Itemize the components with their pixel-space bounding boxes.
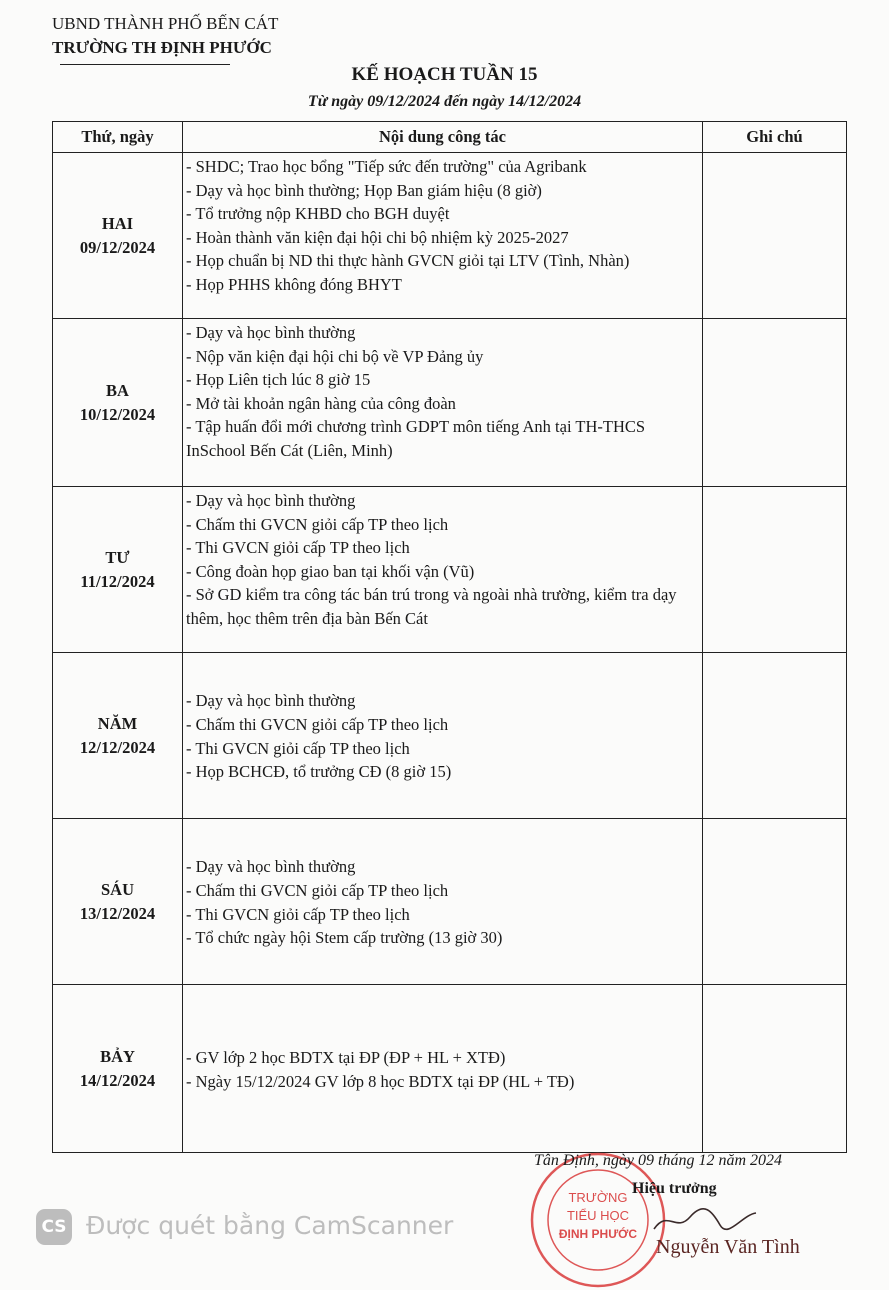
weekly-plan-table	[52, 121, 847, 1153]
list-item: - Chấm thi GVCN giỏi cấp TP theo lịch	[186, 514, 449, 534]
day-name: NĂM	[97, 713, 138, 733]
day-date: 10/12/2024	[79, 404, 156, 424]
day-date: 12/12/2024	[79, 737, 156, 757]
day-cell	[53, 319, 183, 487]
list-item: - Họp BCHCĐ, tổ trưởng CĐ (8 giờ 15)	[186, 762, 452, 782]
table-row	[53, 819, 847, 985]
list-item: - Thi GVCN giỏi cấp TP theo lịch	[186, 738, 410, 758]
content-cell	[183, 985, 703, 1153]
page-title: KẾ HOẠCH TUẦN 15	[351, 64, 538, 85]
place-and-date: Tân Định, ngày 09 tháng 12 năm 2024	[534, 1152, 782, 1169]
signer-position: Hiệu trưởng	[632, 1180, 717, 1197]
list-item: - Dạy và học bình thường	[186, 857, 356, 877]
list-item: - Thi GVCN giỏi cấp TP theo lịch	[186, 538, 410, 558]
list-item: - Chấm thi GVCN giỏi cấp TP theo lịch	[186, 880, 449, 900]
note-cell	[703, 653, 847, 819]
svg-text:ĐỊNH PHƯỚC: ĐỊNH PHƯỚC	[558, 1227, 638, 1241]
list-item: - Tổ trưởng nộp KHBD cho BGH duyệt	[186, 204, 450, 224]
day-cell	[53, 985, 183, 1153]
content-cell	[183, 819, 703, 985]
content-cell	[183, 153, 703, 319]
org-name-line1: UBND THÀNH PHỐ BẾN CÁT	[52, 14, 279, 33]
org-name-line2: TRƯỜNG TH ĐỊNH PHƯỚC	[52, 38, 272, 57]
content-cell	[183, 653, 703, 819]
scan-watermark: Được quét bằng CamScanner	[86, 1211, 454, 1240]
table-row	[53, 653, 847, 819]
svg-text:TIỂU HỌC: TIỂU HỌC	[566, 1208, 630, 1223]
list-item: - Dạy và học bình thường	[186, 491, 356, 510]
list-item: - Họp PHHS không đóng BHYT	[186, 274, 402, 294]
column-header-day: Thứ, ngày	[53, 122, 183, 153]
table-row	[53, 153, 847, 319]
list-item: - Tập huấn đổi mới chương trình GDPT môn tiếng Anh tại TH-THCS InSchool Bến Cát (Liên, Minh)	[186, 417, 646, 460]
list-item: - Dạy và học bình thường; Họp Ban giám hiệu (8 giờ)	[186, 180, 542, 200]
list-item: - Hoàn thành văn kiện đại hội chi bộ nhiệm kỳ 2025-2027	[186, 227, 569, 247]
day-cell	[53, 153, 183, 319]
list-item: - Chấm thi GVCN giỏi cấp TP theo lịch	[186, 714, 449, 734]
list-item: - Thi GVCN giỏi cấp TP theo lịch	[186, 904, 410, 924]
table-header-row	[53, 122, 847, 153]
list-item: - Dạy và học bình thường	[186, 691, 356, 711]
day-date: 14/12/2024	[79, 1070, 156, 1090]
list-item: - Dạy và học bình thường	[186, 323, 356, 342]
day-date: 11/12/2024	[80, 571, 155, 591]
signer-name: Nguyễn Văn Tình	[656, 1236, 800, 1258]
note-cell	[703, 487, 847, 653]
handwritten-signature	[650, 1205, 760, 1235]
list-item: - Nộp văn kiện đại hội chi bộ về VP Đảng ủy	[186, 346, 484, 366]
day-name: BA	[106, 380, 129, 400]
day-name: TƯ	[105, 547, 130, 567]
day-date: 09/12/2024	[79, 237, 156, 257]
camscanner-logo-icon: CS	[36, 1209, 72, 1245]
day-cell	[53, 487, 183, 653]
list-item: - Mở tài khoản ngân hàng của công đoàn	[186, 393, 456, 413]
list-item: - SHDC; Trao học bổng "Tiếp sức đến trường" của Agribank	[186, 157, 587, 176]
column-header-note: Ghi chú	[703, 122, 847, 153]
list-item: - Tổ chức ngày hội Stem cấp trường (13 giờ 30)	[186, 928, 503, 948]
svg-text:TRƯỜNG: TRƯỜNG	[568, 1190, 628, 1205]
note-cell	[703, 985, 847, 1153]
note-cell	[703, 819, 847, 985]
day-cell	[53, 819, 183, 985]
content-cell	[183, 487, 703, 653]
day-name: HAI	[101, 213, 134, 233]
table-row	[53, 985, 847, 1153]
list-item: - Sở GD kiểm tra công tác bán trú trong và ngoài nhà trường, kiểm tra dạy thêm, học thêm trên địa bàn Bến Cát	[186, 585, 677, 628]
table-row	[53, 319, 847, 487]
list-item: - Công đoàn họp giao ban tại khối vận (Vũ)	[186, 561, 475, 581]
date-range: Từ ngày 09/12/2024 đến ngày 14/12/2024	[307, 93, 582, 110]
list-item: - GV lớp 2 học BDTX tại ĐP (ĐP + HL + XTĐ)	[186, 1047, 506, 1067]
official-stamp	[528, 1150, 668, 1290]
day-name: SÁU	[100, 879, 134, 899]
list-item: - Ngày 15/12/2024 GV lớp 8 học BDTX tại ĐP (HL + TĐ)	[186, 1071, 575, 1091]
note-cell	[703, 319, 847, 487]
note-cell	[703, 153, 847, 319]
list-item: - Họp Liên tịch lúc 8 giờ 15	[186, 370, 371, 390]
content-cell	[183, 319, 703, 487]
list-item: - Họp chuẩn bị ND thi thực hành GVCN giỏi tại LTV (Tình, Nhàn)	[186, 251, 630, 271]
table-row	[53, 487, 847, 653]
day-cell	[53, 653, 183, 819]
day-name: BẢY	[100, 1046, 135, 1066]
column-header-content: Nội dung công tác	[183, 122, 703, 153]
day-date: 13/12/2024	[79, 903, 156, 923]
